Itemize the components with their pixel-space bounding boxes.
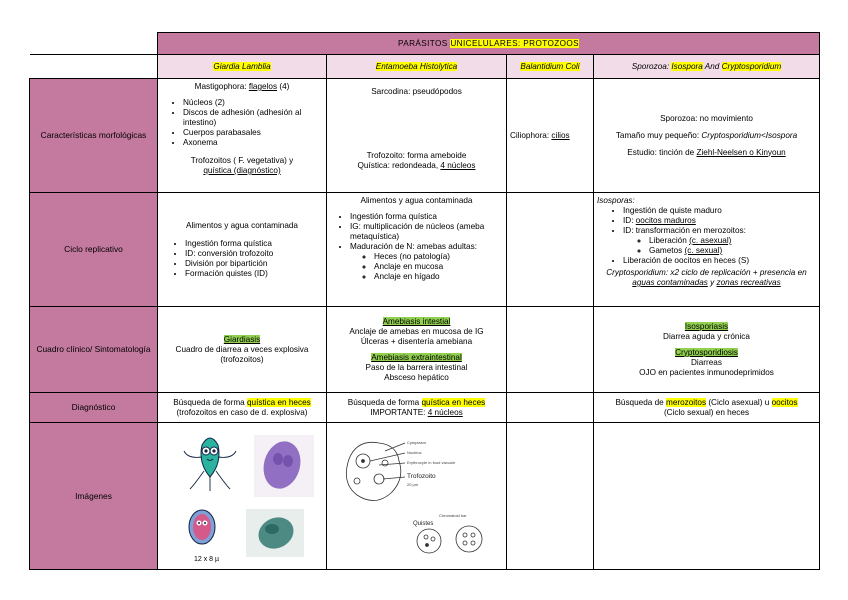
ciclo-sporozoa: Isosporas: • Ingestión de quiste maduro • ID: oocitos maduros • ID: transformación en merozoitos: ◦ Liberación (c. asexual) ◦ Gametos (c. sexual) • Liberación de oocitos en heces (S) Cryptosporidium: x2 ciclo de replicación + presencia en aguas contaminadas y zonas recreativas bbox=[594, 193, 820, 307]
row-label-diag: Diagnóstico bbox=[30, 393, 158, 423]
table-title bbox=[158, 33, 820, 55]
giardia-micrograph-teal bbox=[246, 509, 304, 557]
giardia-micrograph-purple bbox=[254, 435, 314, 497]
images-entamoeba bbox=[327, 423, 507, 570]
row-label-imgs: Imágenes bbox=[30, 423, 158, 570]
ent-label-nucleus: Nucleus bbox=[407, 450, 422, 455]
morfo-sporozoa: Sporozoa: no movimiento Tamaño muy pequeño: Cryptosporidium<Isospora Estudio: tinción de Ziehl-Neelsen o Kinyoun bbox=[594, 79, 820, 193]
col-header-balantidium: Balantidium Coli bbox=[507, 55, 594, 79]
ent-label-scale: 20 µm bbox=[407, 482, 419, 487]
blank-corner bbox=[30, 33, 158, 55]
giardia-scale-label: 12 x 8 µ bbox=[194, 556, 220, 563]
images-sporozoa bbox=[594, 423, 820, 570]
clinico-giardia: Giardiasis Cuadro de diarrea a veces explosiva (trofozoitos) bbox=[158, 307, 327, 393]
morfo-balantidium: Ciliophora: cilios bbox=[507, 79, 594, 193]
entamoeba-cyst-diagram bbox=[417, 526, 482, 553]
row-label-clinico: Cuadro clínico/ Sintomatología bbox=[30, 307, 158, 393]
title-highlight: UNICELULARES: PROTOZOOS bbox=[450, 38, 580, 48]
ent-label-cytoplasm: Cytoplasm bbox=[407, 440, 426, 445]
clinico-sporozoa: Isosporiasis Diarrea aguda y crónica Cryptosporidiosis Diarreas OJO en pacientes inmunodeprimidos bbox=[594, 307, 820, 393]
row-label-morfo: Características morfológicas bbox=[30, 79, 158, 193]
entamoeba-trophozoite-diagram bbox=[346, 442, 405, 500]
entamoeba-illustrations bbox=[327, 423, 507, 569]
morfo-giardia: Mastigophora: flagelos (4) • Núcleos (2) • Discos de adhesión (adhesión al intestino) • Cuerpos parabasales • Axonema Trofozoitos ( F. vegetativa) y quística (diagnóstico) bbox=[158, 79, 327, 193]
ent-label-trofozoito: Trofozoito bbox=[407, 473, 436, 480]
ent-label-erythrocyte: Erythrocyte in food vacuole bbox=[407, 460, 456, 465]
col-header-sporozoa: Sporozoa: Isospora And Cryptosporidium bbox=[594, 55, 820, 79]
giardia-trophozoite-diagram bbox=[184, 438, 236, 491]
images-giardia bbox=[158, 423, 327, 570]
ciclo-balantidium bbox=[507, 193, 594, 307]
row-label-ciclo: Ciclo replicativo bbox=[30, 193, 158, 307]
ent-label-chromatoid: Chromatoid bar bbox=[439, 513, 467, 518]
giardia-cyst-diagram bbox=[189, 510, 215, 544]
diag-giardia: Búsqueda de forma quística en heces (trofozoitos en caso de d. explosiva) bbox=[158, 393, 327, 423]
col-header-giardia: Giardia Lamblia bbox=[158, 55, 327, 79]
title-prefix: PARÁSITOS bbox=[397, 38, 451, 48]
col-header-entamoeba: Entamoeba Histolytica bbox=[327, 55, 507, 79]
ciclo-entamoeba: Alimentos y agua contaminada • Ingestión forma quística • IG: multiplicación de núcleos (ameba metaquística) • Maduración de N: amebas adultas: ◦ Heces (no patología) ◦ Anclaje en mucosa ◦ Anclaje en hígado bbox=[327, 193, 507, 307]
giardia-illustrations bbox=[158, 423, 327, 569]
ent-label-quistes: Quistes bbox=[413, 521, 434, 527]
clinico-balantidium bbox=[507, 307, 594, 393]
images-balantidium bbox=[507, 423, 594, 570]
clinico-entamoeba: Amebiasis intestial Anclaje de amebas en mucosa de IG Úlceras + disentería amebiana Amebiasis extraintestinal Paso de la barrera intestinal Absceso hepático bbox=[327, 307, 507, 393]
diag-sporozoa: Búsqueda de merozoitos (Ciclo asexual) u oocitos (Ciclo sexual) en heces bbox=[594, 393, 820, 423]
morfo-giardia-list: • Núcleos (2) • Discos de adhesión (adhesión al intestino) • Cuerpos parabasales • Axonema bbox=[169, 98, 323, 148]
ciclo-giardia: Alimentos y agua contaminada • Ingestión forma quística • ID: conversión trofozoito • División por bipartición • Formación quistes (ID) bbox=[158, 193, 327, 307]
blank-corner-2 bbox=[30, 55, 158, 79]
diag-balantidium bbox=[507, 393, 594, 423]
morfo-entamoeba: Sarcodina: pseudópodos Trofozoito: forma ameboide Quística: redondeada, 4 núcleos bbox=[327, 79, 507, 193]
diag-entamoeba: Búsqueda de forma quística en heces IMPORTANTE: 4 núcleos bbox=[327, 393, 507, 423]
protozoa-table bbox=[29, 32, 820, 570]
